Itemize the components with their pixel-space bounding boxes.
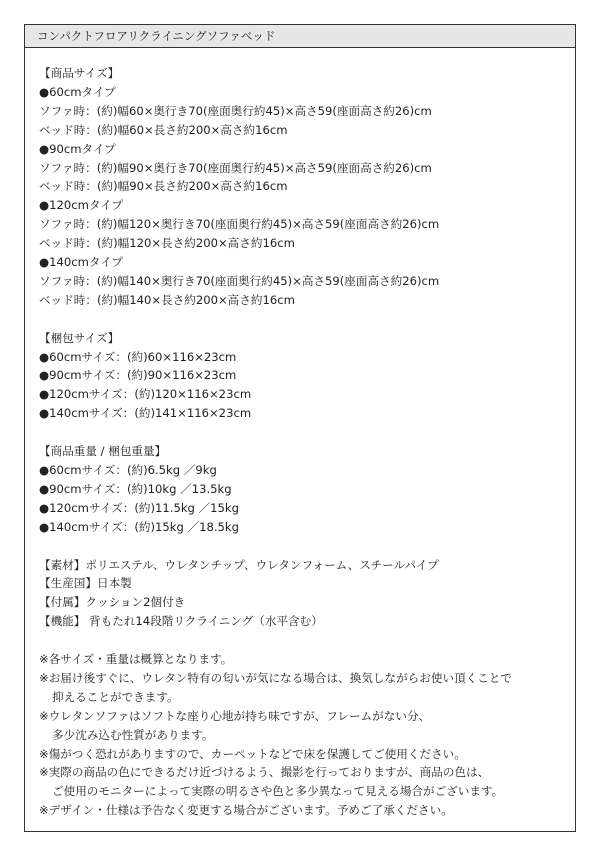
size-type-sofa: ソファ時：(約)幅140×奥行き70(座面奥行約45)×高さ59(座面高さ約26)cm (39, 273, 440, 288)
spacer (39, 631, 575, 650)
size-type-bed: ベッド時：(約)幅140×長さ約200×高さ約16cm (39, 292, 295, 307)
note-continuation: 多少沈み込む性質があります。 (52, 727, 214, 742)
spacer (39, 310, 575, 329)
spec-function: 【機能】 背もたれ14段階リクライニング（水平含む） (39, 614, 323, 629)
note-line: ※ウレタンソファはソフトな座り心地が持ち味ですが、フレームがない分、 (39, 708, 431, 723)
weight-item: ●90cmサイズ：(約)10kg ／13.5kg (39, 481, 232, 496)
note-continuation: ご使用のモニターによって実際の明るさや色と多少異なって見える場合がございます。 (52, 784, 504, 799)
size-type-bed: ベッド時：(約)幅120×長さ約200×高さ約16cm (39, 236, 295, 251)
package-item: ●120cmサイズ：(約)120×116×23cm (39, 387, 252, 402)
package-item: ●90cmサイズ：(約)90×116×23cm (39, 368, 237, 383)
note-continuation: 抑えることができます。 (52, 689, 179, 704)
size-type-bed: ベッド時：(約)幅90×長さ約200×高さ約16cm (39, 179, 288, 194)
size-type-sofa: ソファ時：(約)幅90×奥行き70(座面奥行約45)×高さ59(座面高さ約26)cm (39, 160, 432, 175)
size-type-name: ●120cmタイプ (39, 198, 124, 213)
size-type-sofa: ソファ時：(約)幅120×奥行き70(座面奥行約45)×高さ59(座面高さ約26)cm (39, 217, 440, 232)
weight-item: ●120cmサイズ：(約)11.5kg ／15kg (39, 500, 239, 515)
size-heading: 【商品サイズ】 (39, 66, 120, 80)
panel-title: コンパクトフロアリクライニングソファベッド (25, 25, 575, 48)
package-heading: 【梱包サイズ】 (39, 330, 120, 345)
package-item: ●140cmサイズ：(約)141×116×23cm (39, 406, 252, 421)
size-type-sofa: ソファ時：(約)幅60×奥行き70(座面奥行約45)×高さ59(座面高さ約26)cm (39, 103, 432, 118)
spacer (39, 423, 575, 442)
note-line: ※傷がつく恐れがありますので、カーペットなどで床を保護してご使用ください。 (39, 746, 466, 761)
size-type-bed: ベッド時：(約)幅60×長さ約200×高さ約16cm (39, 122, 288, 137)
spec-origin: 【生産国】日本製 (39, 576, 132, 591)
note-line: ※各サイズ・重量は概算となります。 (39, 652, 233, 667)
note-line: ※お届け後すぐに、ウレタン特有の匂いが気になる場合は、換気しながらお使い頂くことで (39, 670, 513, 685)
size-type-name: ●90cmタイプ (39, 141, 116, 156)
weight-heading: 【商品重量 / 梱包重量】 (39, 444, 167, 459)
package-item: ●60cmサイズ：(約)60×116×23cm (39, 349, 237, 364)
weight-item: ●140cmサイズ：(約)15kg ／18.5kg (39, 519, 239, 534)
size-type-name: ●60cmタイプ (39, 84, 116, 99)
size-type-name: ●140cmタイプ (39, 255, 124, 270)
spec-material: 【素材】ポリエステル、ウレタンチップ、ウレタンフォーム、スチールパイプ (39, 557, 439, 572)
weight-item: ●60cmサイズ：(約)6.5kg ／9kg (39, 463, 217, 477)
note-line: ※デザイン・仕様は予告なく変更する場合がございます。予めご了承ください。 (39, 803, 453, 818)
note-line: ※実際の商品の色にできるだけ近づけるよう、撮影を行っておりますが、商品の色は、 (39, 765, 490, 780)
spec-content (25, 48, 575, 820)
spec-accessory: 【付属】クッション2個付き (39, 595, 186, 610)
product-spec-panel (24, 24, 576, 832)
spacer (39, 537, 575, 556)
